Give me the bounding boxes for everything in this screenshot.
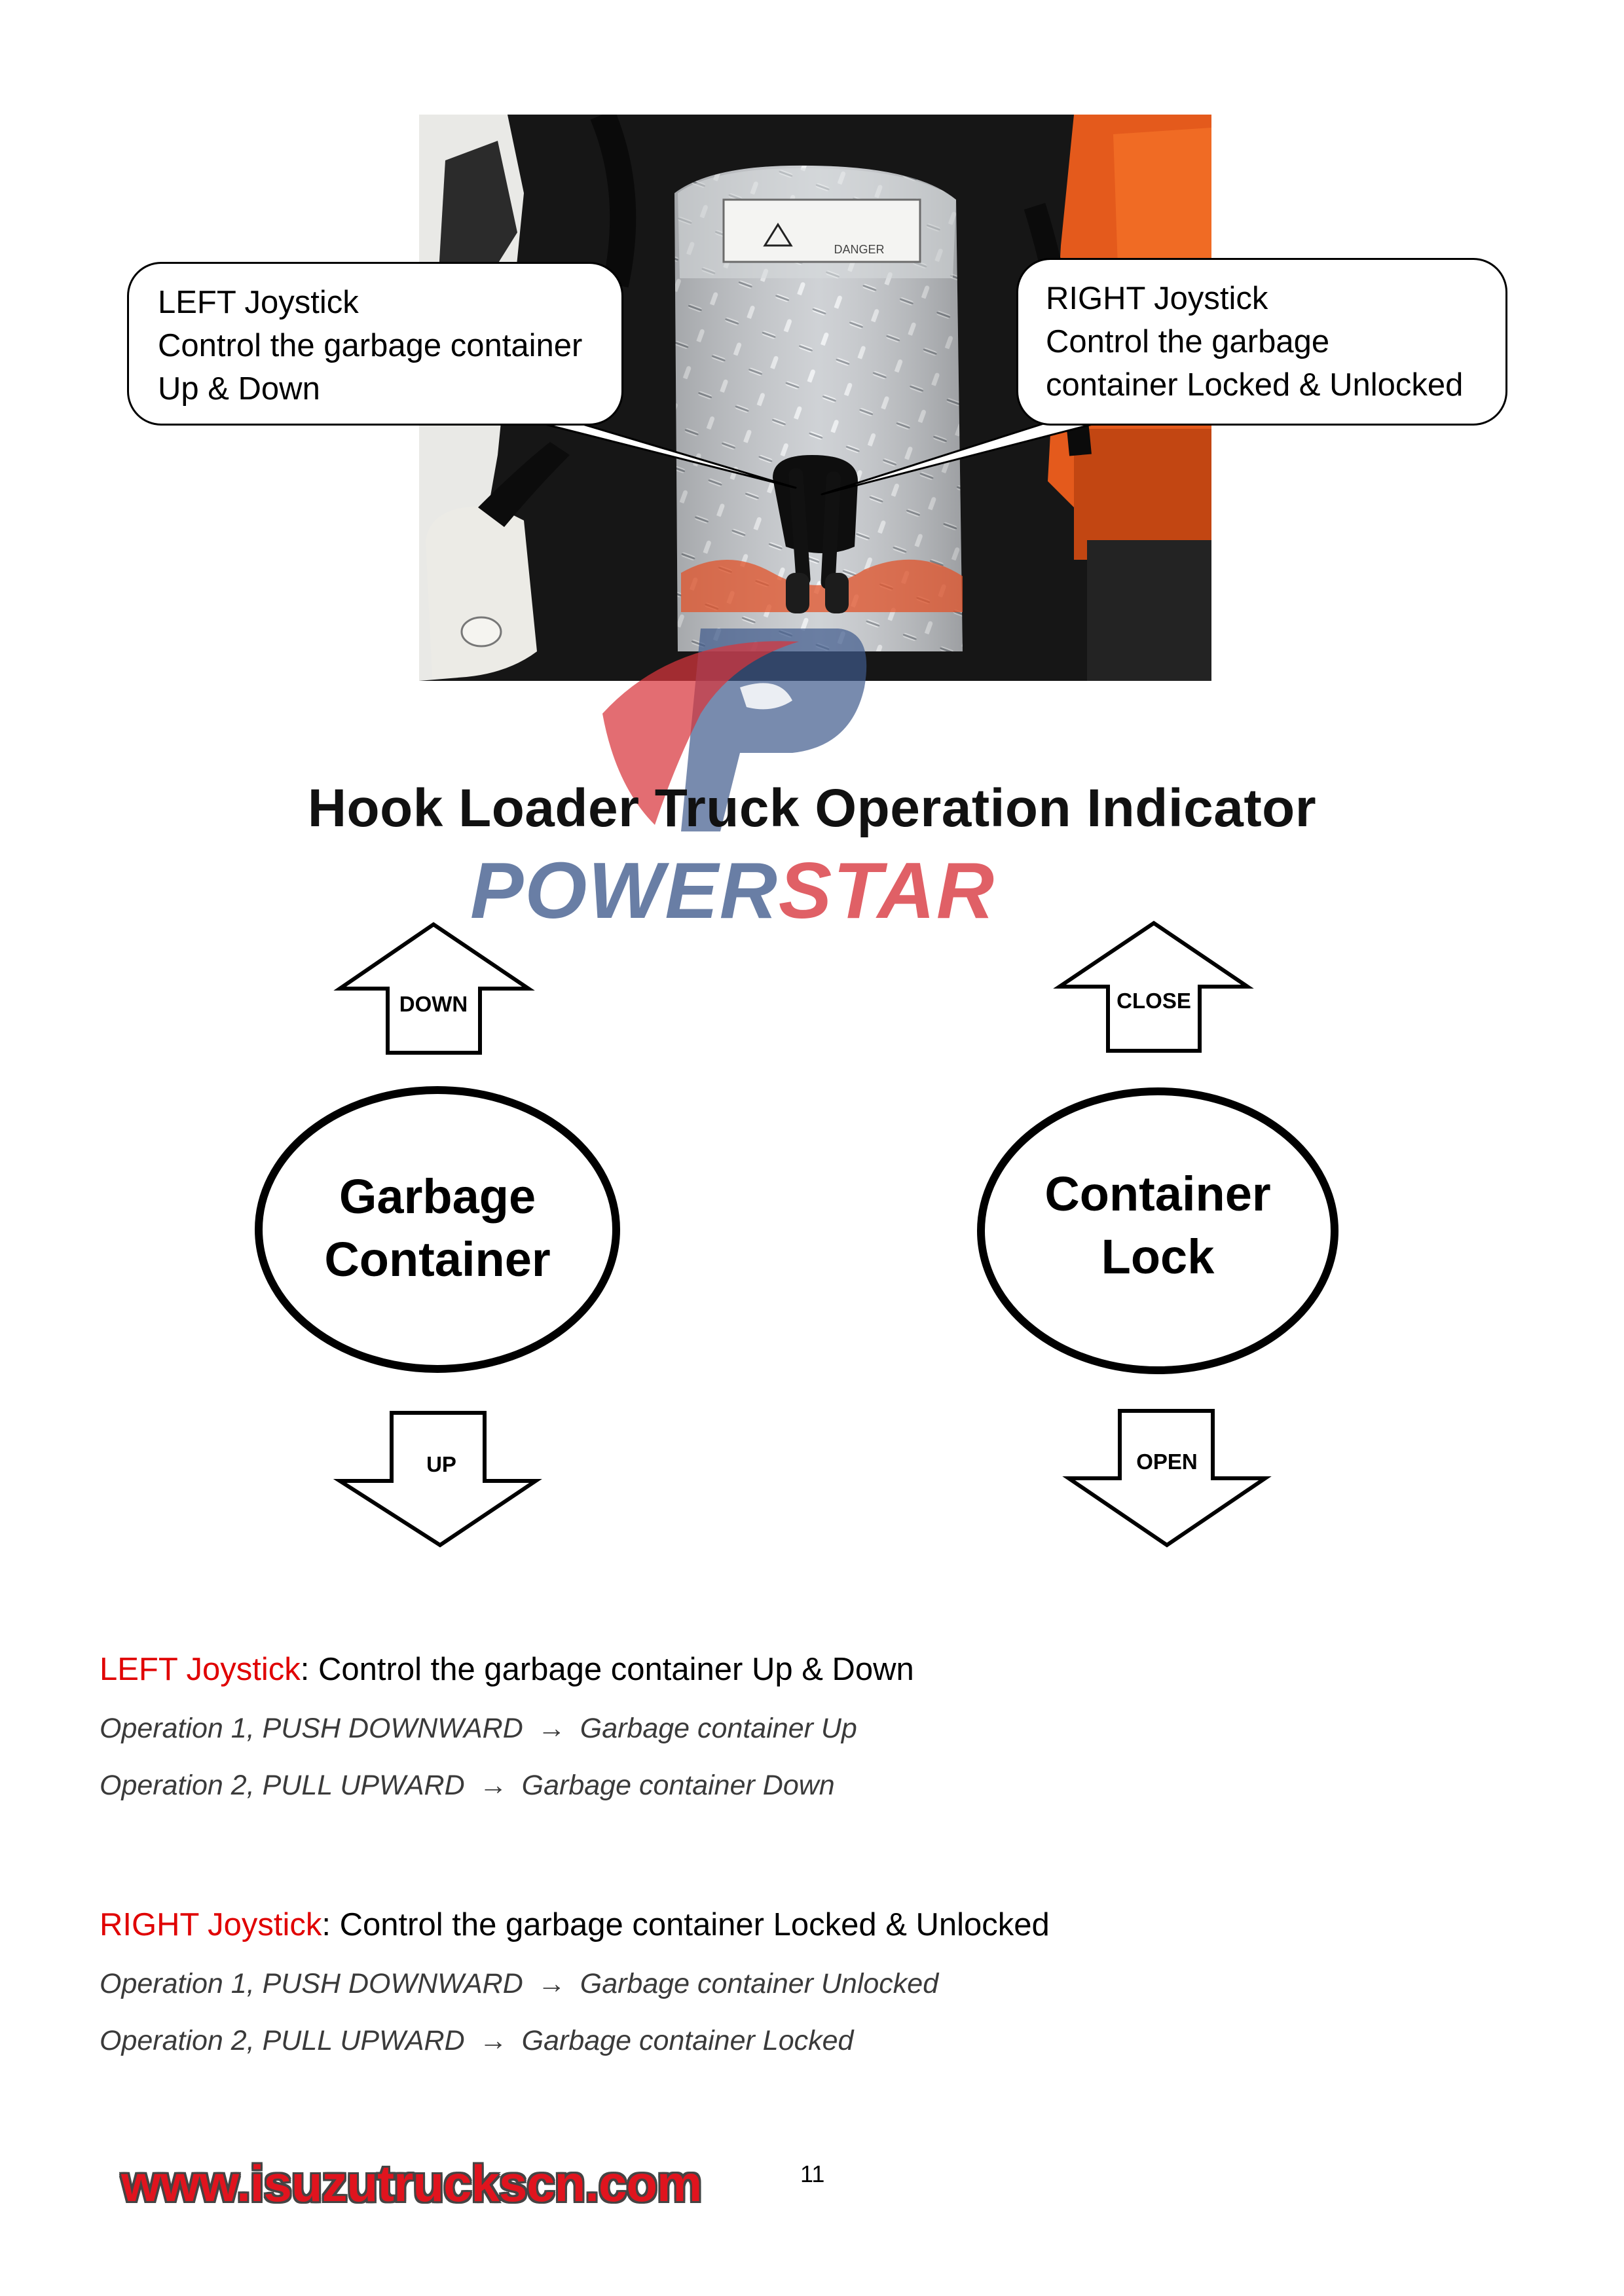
down-arrow-label: DOWN — [399, 992, 468, 1016]
danger-sign-text: DANGER — [834, 243, 885, 256]
arrow-icon: → — [537, 1713, 566, 1744]
watermark-star: STAR — [778, 846, 995, 935]
up-arrow-label: UP — [426, 1452, 456, 1476]
right-joystick-label: RIGHT Joystick — [100, 1907, 322, 1942]
open-arrow-label: OPEN — [1136, 1449, 1198, 1474]
right-bottom-arrow — [1069, 1411, 1265, 1545]
right-joystick-description: : Control the garbage container Locked & Unlocked — [322, 1907, 1050, 1942]
arrow-icon: → — [479, 1770, 507, 1801]
callout-line: container Locked & Unlocked — [1046, 367, 1464, 403]
operation-result: Garbage container Up — [580, 1713, 857, 1744]
callout-line: LEFT Joystick — [158, 285, 359, 320]
operation-line — [100, 1770, 914, 1802]
callout-line: Control the garbage — [1046, 324, 1330, 359]
diagram-title: Hook Loader Truck Operation Indicator — [307, 778, 1317, 838]
circle-line: Container — [1044, 1167, 1271, 1221]
operation-line — [100, 1713, 914, 1745]
left-joystick-description: : Control the garbage container Up & Down — [300, 1652, 914, 1687]
left-joystick-heading — [100, 1651, 914, 1688]
operation-action: Operation 1, PUSH DOWNWARD — [100, 1968, 523, 1999]
right-joystick-instructions — [100, 1906, 1050, 2057]
operation-action: Operation 1, PUSH DOWNWARD — [100, 1713, 523, 1744]
circle-line: Container — [324, 1232, 551, 1286]
operation-line — [100, 2025, 1050, 2057]
operation-result: Garbage container Unlocked — [580, 1968, 939, 1999]
watermark-power: POWER — [470, 846, 779, 935]
right-top-arrow — [1060, 923, 1247, 1051]
arrow-icon: → — [537, 1968, 566, 1999]
left-top-arrow — [340, 924, 528, 1053]
container-lock-label — [994, 1163, 1321, 1288]
operation-action: Operation 2, PULL UPWARD — [100, 2025, 465, 2056]
arrow-icon: → — [479, 2025, 507, 2056]
operation-line — [100, 1968, 1050, 2000]
operation-result: Garbage container Locked — [521, 2025, 854, 2056]
left-joystick-label: LEFT Joystick — [100, 1652, 301, 1687]
callout-line: Up & Down — [158, 371, 320, 407]
left-bottom-arrow — [340, 1413, 536, 1545]
callout-line: RIGHT Joystick — [1046, 281, 1268, 316]
page-number: 11 — [800, 2160, 825, 2187]
website-url[interactable]: www.isuzutruckscn.com — [121, 2155, 702, 2212]
operation-action: Operation 2, PULL UPWARD — [100, 1770, 465, 1801]
right-joystick-heading — [100, 1906, 1050, 1943]
garbage-container-label — [274, 1165, 601, 1291]
close-arrow-label: CLOSE — [1116, 989, 1191, 1013]
circle-line: Garbage — [339, 1169, 536, 1224]
callout-line: Control the garbage container — [158, 328, 583, 363]
circle-line: Lock — [1101, 1230, 1215, 1284]
left-joystick-instructions — [100, 1651, 914, 1802]
operation-result: Garbage container Down — [521, 1770, 835, 1801]
